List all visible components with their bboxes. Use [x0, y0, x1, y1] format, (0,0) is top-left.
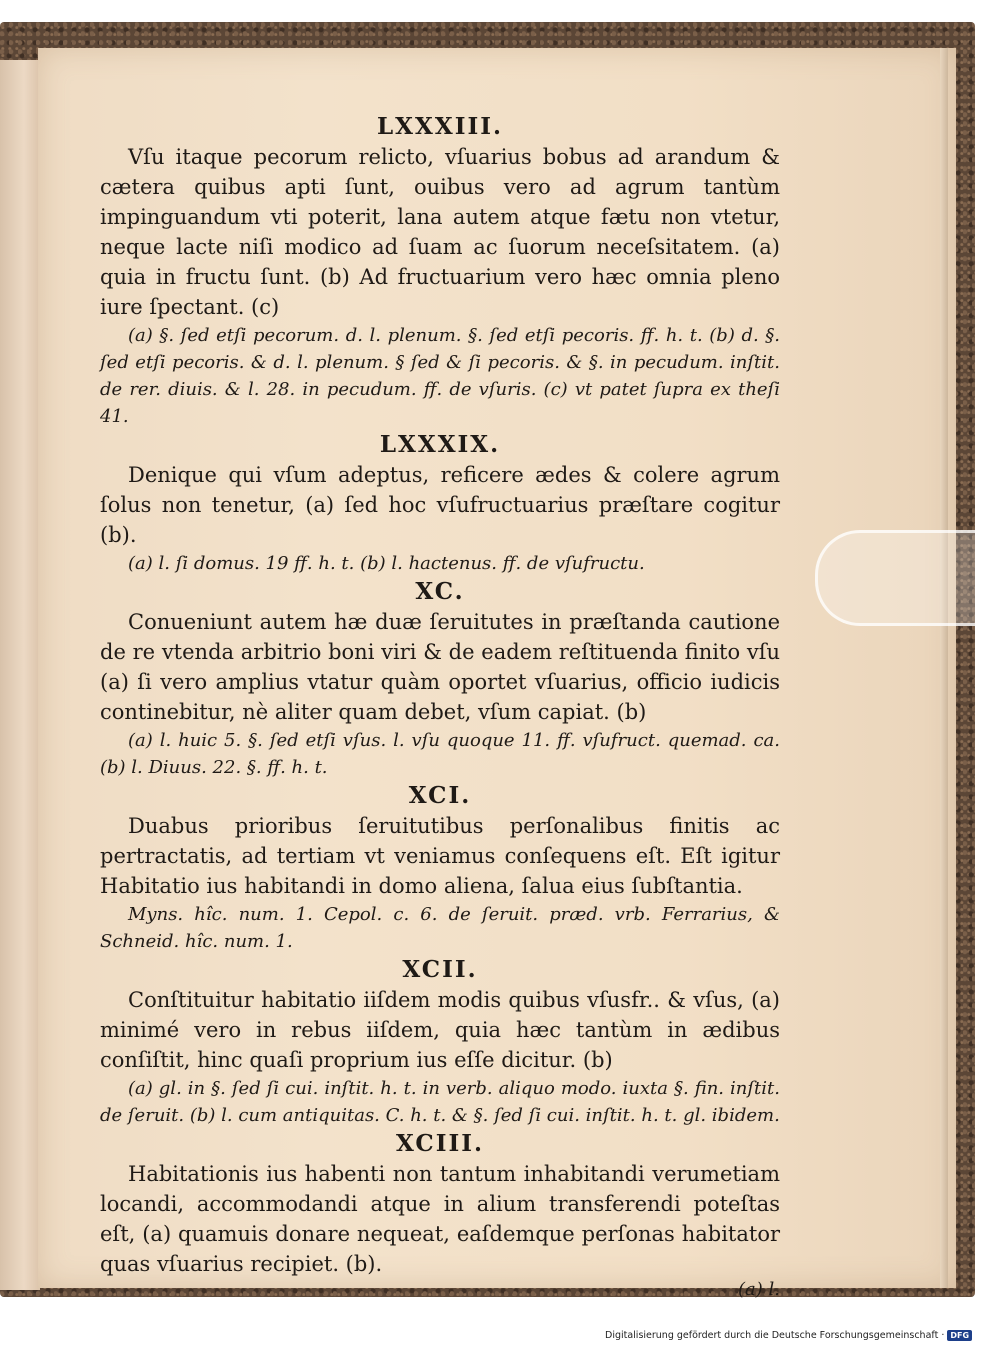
section-body: Habitationis ius habenti non tantum inhabitandi verumetiam locandi, accommodandi atque in alium transferendi poteſtas eſt, (a) quamuis donare nequeat, eaſdemque perſonas habitator quas vſuarius recipiet. (b). [100, 1162, 780, 1276]
section-body: Denique qui vſum adeptus, reficere ædes & colere agrum ſolus non tenetur, (a) ſed hoc vſufructuarius præſtare cogitur (b). [100, 463, 780, 547]
section-body: Conſtituitur habitatio iiſdem modis quibus vſusfr.. & vſus, (a) minimé vero in rebus iiſdem, quia hæc tantùm in ædibus conſiſtit, hinc quaſi proprium ius eſſe dicitur. (b) [100, 988, 780, 1072]
funding-credit [605, 1327, 972, 1343]
page-text [100, 112, 780, 1301]
section-body: Duabus prioribus ſeruitutibus perſonalibus finitis ac pertractatis, ad tertiam vt veniamus conſequens eſt. Eſt igitur Habitatio ius habitandi in domo aliena, ſalua eius ſubſtantia. [100, 814, 780, 898]
section-heading: XCII. [402, 956, 478, 983]
credit-text: Digitalisierung gefördert durch die Deutsche Forschungsgemeinschaft [605, 1329, 939, 1341]
section-heading: LXXXIX. [379, 431, 501, 458]
section-heading: XCI. [408, 782, 472, 809]
section-heading: XC. [415, 578, 465, 605]
page-edge-shadow [940, 48, 948, 1288]
dfg-logo-icon: DFG [947, 1330, 972, 1341]
section-footnote: (a) gl. in §. ſed ſi cui. inſtit. h. t. in verb. aliquo modo. iuxta §. fin. inſtit. de ſeruit. (b) l. cum antiquitas. C. h. t. & §. ſed ſi cui. inſtit. h. t. gl. ibidem. [100, 1078, 780, 1126]
credit-separator: · [941, 1329, 945, 1341]
page-clip [815, 530, 988, 626]
section-body: Vſu itaque pecorum relicto, vſuarius bobus ad arandum & cætera quibus apti ſunt, ouibus vero ad agrum tantùm impinguandum vti poterit, lana autem atque fætu non vtetur, neque lacte niſi modico ad ſuam ac ſuorum neceſsitatem. (a) quia in fructu ſunt. (b) Ad fructuarium vero hæc omnia pleno iure ſpectant. (c) [100, 145, 780, 319]
catchword: (a) l. [738, 1279, 780, 1300]
section-heading: XCIII. [395, 1130, 485, 1157]
section-footnote: (a) l. huic 5. §. ſed etſi vſus. l. vſu quoque 11. ff. vſufruct. quemad. ca. (b) l. Diuus. 22. §. ff. h. t. [100, 730, 780, 778]
section-footnote: (a) §. ſed etſi pecorum. d. l. plenum. §. ſed etſi pecoris. ff. h. t. (b) d. §. ſed etſi pecoris. & d. l. plenum. § ſed & ſi pecoris. & §. in pecudum. inſtit. de rer. diuis. & l. 28. in pecudum. ff. de vſuris. (c) vt patet ſupra ex theſi 41. [100, 325, 780, 427]
section-body: Conueniunt autem hæ duæ ſeruitutes in præſtanda cautione de re vtenda arbitrio boni viri & de eadem reſtituenda finito vſu (a) ſi vero amplius vtatur quàm oportet vſuarius, officio iudicis continebitur, nè aliter quam debet, vſum capiat. (b) [100, 610, 780, 724]
previous-page-edge [0, 60, 40, 1290]
section-heading: LXXXIII. [377, 113, 503, 140]
section-footnote: (a) l. ſi domus. 19 ff. h. t. (b) l. hactenus. ff. de vſufructu. [128, 553, 645, 574]
section-footnote: Myns. hîc. num. 1. Cepol. c. 6. de ſeruit. præd. vrb. Ferrarius, & Schneid. hîc. num. 1. [100, 904, 780, 952]
